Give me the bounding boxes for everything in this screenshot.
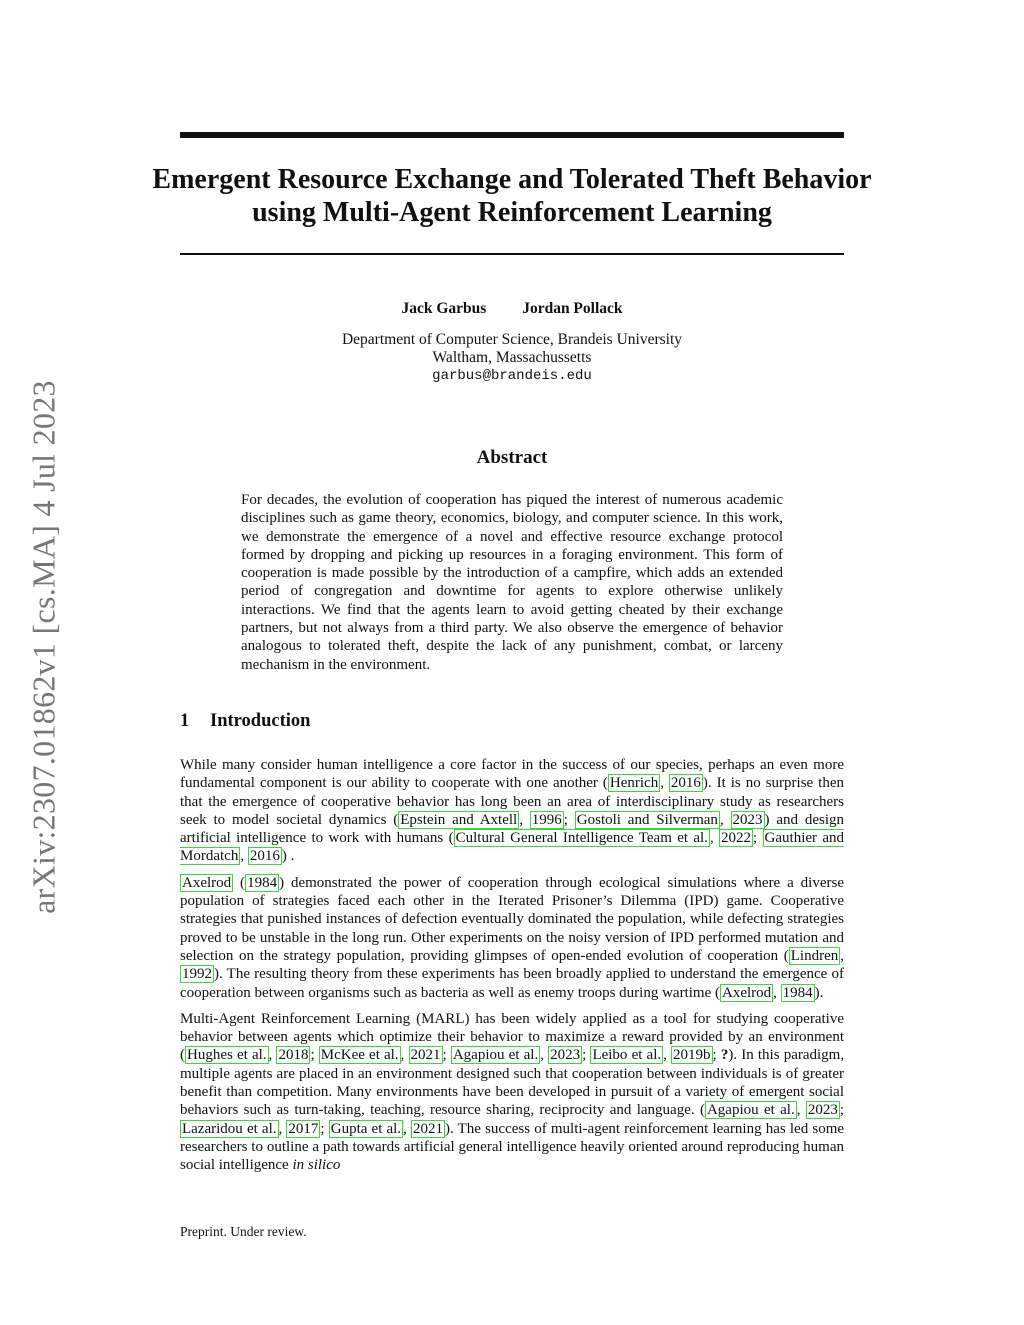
citation-link[interactable]: Gostoli and Silverman bbox=[576, 811, 718, 828]
unresolved-citation: ? bbox=[720, 1047, 729, 1064]
author-name: Jack Garbus bbox=[401, 300, 487, 317]
citation-link[interactable]: 2023 bbox=[550, 1047, 581, 1064]
citation-link[interactable]: Axelrod bbox=[721, 984, 772, 1001]
citation-link[interactable]: Gauthier and Mordatch bbox=[180, 830, 845, 865]
citation-link[interactable]: 2021 bbox=[413, 1120, 443, 1137]
citation-link[interactable]: 2022 bbox=[721, 830, 752, 847]
citation-link[interactable]: McKee et al. bbox=[320, 1047, 399, 1064]
affiliation-department: Department of Computer Science, Brandeis University bbox=[341, 331, 683, 348]
citation-link[interactable]: Henrich bbox=[609, 775, 659, 792]
citation-link[interactable]: 2023 bbox=[732, 811, 763, 828]
citation-link[interactable]: 1992 bbox=[182, 966, 212, 983]
paragraph: Axelrod ( 1984 ) demonstrated the power of cooperation through ecological simulations where a diverse population of strategies faced each other in the Iterated Prisoner’s Dilemma (IPD) game. Cooperative strategies that punished instances of defection eventually dominated the population, while defecting strategies proved to be unstable in the long run. Other experiments on the noisy version of IPD performed mutation and selection on the strategy population, providing glimpses of open-ended evolution of cooperation ( Lindren , 1992 ). The resulting theory from these experiments has been broadly applied to understand the emergence of cooperation between organisms such as bacteria as well as enemy troops during wartime ( Axelrod , 1984 ). bbox=[180, 874, 844, 1001]
affiliation bbox=[0, 331, 1024, 385]
title-top-rule bbox=[180, 132, 844, 138]
section-heading-introduction bbox=[180, 711, 310, 732]
citation-link[interactable]: 2016 bbox=[249, 848, 280, 865]
citation-link[interactable]: 2018 bbox=[278, 1047, 309, 1064]
citation-link[interactable]: 1984 bbox=[782, 984, 813, 1001]
citation-link[interactable]: Leibo et al. bbox=[592, 1047, 662, 1064]
citation-link[interactable]: Agapiou et al. bbox=[706, 1102, 795, 1119]
abstract-text: For decades, the evolution of cooperation has piqued the interest of numerous academic disciplines such as game theory, economics, biology, and computer science. In this work, we demonstrate the emergence of a novel and effective resource exchange protocol formed by dropping and picking up resources in a foraging environment. This form of cooperation is made possible by the introduction of a campfire, which adds an extended period of congregation and downtime for agents to explore otherwise unlikely interactions. We find that the agents learn to avoid getting cheated by their exchange partners, but not always from a third party. We also observe the emergence of behavior analogous to tolerated theft, despite the lack of any punishment, combat, or larceny mechanism in the environment. bbox=[241, 492, 783, 673]
author-email[interactable]: garbus@brandeis.edu bbox=[432, 368, 592, 384]
affiliation-location: Waltham, Massachussetts bbox=[432, 349, 592, 366]
citation-link[interactable]: Hughes et al. bbox=[187, 1047, 267, 1064]
citation-link[interactable]: 2017 bbox=[288, 1120, 319, 1137]
author-name: Jordan Pollack bbox=[522, 300, 623, 317]
citation-link[interactable]: Gupta et al. bbox=[330, 1120, 402, 1137]
paragraph: While many consider human intelligence a core factor in the success of our species, perhaps an even more fundamental component is our ability to cooperate with one another ( Henrich , 2016 ). It is no surprise then that the emergence of cooperative behavior has long been an area of interdisciplinary study as researchers seek to model societal dynamics ( Epstein and Axtell , 1996 ; Gostoli and Silverman , 2023 ) and design artificial intelligence to work with humans ( Cultural General Intelligence Team et al. , 2022 ; Gauthier and Mordatch , 2016 ) . bbox=[180, 757, 845, 865]
citation-link[interactable]: 2019b bbox=[673, 1047, 711, 1064]
arxiv-identifier-stamp: arXiv:2307.01862v1 [cs.MA] 4 Jul 2023 bbox=[25, 380, 62, 914]
section-number: 1 bbox=[180, 711, 190, 731]
section-title: Introduction bbox=[210, 711, 311, 731]
citation-link[interactable]: 1996 bbox=[531, 811, 562, 828]
citation-link[interactable]: 2016 bbox=[670, 775, 701, 792]
introduction-body bbox=[180, 756, 844, 1183]
citation-link[interactable]: 1984 bbox=[247, 874, 278, 891]
paragraph: Multi-Agent Reinforcement Learning (MARL) has been widely applied as a tool for studying cooperative behavior between agents which optimize their behavior to maximize a reward provided by an environment ( Hughes et al. , 2018 ; McKee et al. , 2021 ; Agapiou et al. , 2023 ; Leibo et al. , 2019b ; ?). In this paradigm, multiple agents are placed in an environment designed such that cooperation between individuals is of greater benefit than competition. Many environments have been developed in pursuit of a variety of emergent social behaviors such as turn-taking, teaching, resource sharing, reciprocity and language. ( Agapiou et al. , 2023 ; Lazaridou et al. , 2017 ; Gupta et al. , 2021 ). The success of multi-agent reinforcement learning has led some researchers to outline a path towards artificial general intelligence heavily oriented around reproducing human social intelligence in silico bbox=[180, 1010, 845, 1174]
page-footer: Preprint. Under review. bbox=[180, 1224, 307, 1239]
paper-title: Emergent Resource Exchange and Tolerated Theft Behavior using Multi-Agent Reinforcement Learning bbox=[152, 164, 872, 228]
citation-link[interactable]: Lazaridou et al. bbox=[182, 1120, 277, 1137]
citation-link[interactable]: Axelrod bbox=[182, 874, 232, 891]
title-bottom-rule bbox=[180, 253, 844, 255]
emphasis: in silico bbox=[292, 1157, 341, 1174]
citation-link[interactable]: 2023 bbox=[807, 1102, 838, 1119]
citation-link[interactable]: Epstein and Axtell bbox=[400, 811, 518, 828]
citation-link[interactable]: Cultural General Intelligence Team et al. bbox=[455, 830, 708, 847]
citation-link[interactable]: Lindren bbox=[790, 947, 839, 964]
citation-link[interactable]: Agapiou et al. bbox=[452, 1047, 539, 1064]
citation-link[interactable]: 2021 bbox=[410, 1047, 441, 1064]
author-list bbox=[0, 300, 1024, 318]
abstract-heading: Abstract bbox=[476, 447, 548, 468]
